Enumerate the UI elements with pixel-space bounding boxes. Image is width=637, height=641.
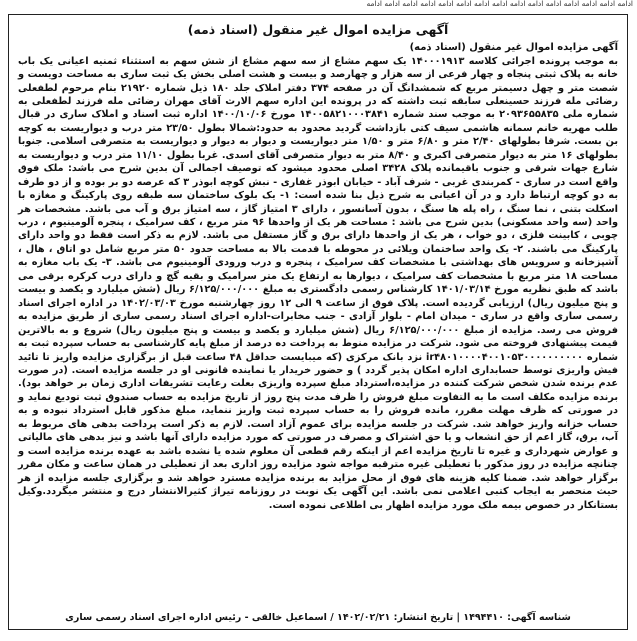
notice-meta: شناسه آگهی: ۱۴۹۴۴۱۰ | تاریخ انتشار: ۱۴۰۲/۰۲/۲۱ xyxy=(337,612,571,623)
notice-signature: اسماعیل خالقی - رئیس اداره اجرای اسناد رسمی ساری xyxy=(65,612,327,623)
auction-notice xyxy=(8,14,628,630)
notice-body: به موجب پرونده اجرائی کلاسه ۱۴۰۰۰۱۹۱۳ یک سهم مشاع از سه سهم مشاع از شش سهم به استثناء ثمنیه اعیانی یک باب خانه به پلاک ثبتی پنجاه و چهار فرعی از سه هزار و چهارصد و بیست و هشت اصلی بخش یک ثبت ساری به مساحت دویست و شصت متر و چهل دسیمتر مربع که شمشدانگ آن در صفحه ۳۷۴ دفتر املاک جلد ۱۸۰ ذیل شماره ۲۱۹۲۰ بنام مرحوم لطفعلی رضائی مله فرزند حسینعلی سابقه ثبت داشته که در پرونده این اداره سهم الارث آقای مهران رضائی مله فرزند لطفعلی به شماره ملی ۲۰۹۳۶۵۵۸۳۵ به موجب سند شماره ۱۴۰۰۵۸۲۱۰۰۰۳۸۴۱ مورخ ۱۴۰۰/۱۰/۰۶ اداره ثبت اسناد و املاک ساری در قبال طلب مهریه خانم سمانه هاشمی سیف کتی بازداشت گردید محدود به حدود:شمالا بطول ۲۳/۵۰ متر درب و دیواریست به کوچه بن بست. شرقا بطولهای ۲/۴۰ متر و ۶/۸۰ متر و ۱/۵۰ متر دیواریست و دیوار به دیوار و دیواریست به متصرفی اسلامی. جنوبا بطولهای ۱۶ متر به دیوار متصرفی اکبری و ۸/۴۰ متر به دیوار متصرفی آقای اسدی. غربا بطول ۱۱/۱۰ متر درب و دیواریست به شارع جهات شرقی و جنوب باقیمانده پلاک ۳۴۲۸ اصلی محدود میشود که توصیف اجمالی آن بدین شرح می باشد: ملک فوق واقع است در ساری - کمربندی غربی - شرف آباد - خیابان ابوذر غفاری - نبش کوچه ابوذر ۳ که عرصه دو بر بوده و از دو طرف به دو کوچه ارتباط دارد و در آن اعیانی به شرح ذیل بنا شده است: ۱- یک بلوک ساختمان سه طبقه روی پارکینگ و مغازه با اسکلت بتنی ، نما سنگ ، راه پله ها سنگ ، بدون آسانسور ، دارای ۳ امتیاز گاز ، سه امتیاز برق و آب می باشد. مشخصات هر واحد (سه واحد مسکونی) بدین شرح می باشد : مساحت هر یک از واحدها ۹۶ متر مربع ، کف سرامیک ، پنجره آلومینیوم ، درب چوبی ، کابینت فلزی ، دو خواب ، هر یک از واحدها دارای برق و گاز مستقل می باشد. لازم به ذکر است فقط دو واحد دارای پارکینگ می باشند. ۲- یک واحد ساختمان ویلائی در محوطه با قدمت بالا به مساحت حدود ۵۰ متر مربع شامل دو اتاق ، هال ، آشپزخانه و سرویس های بهداشتی با مشخصات کف سرامیک ، پنجره و درب ورودی آلومینیوم می باشد. ۳- یک باب مغازه به مساحت ۱۸ متر مربع با مشخصات کف سرامیک ، دیوارها به ارتفاع یک متر سرامیک و بقیه گچ و دارای درب کرکره برقی می باشد که طبق نظریه مورخ ۱۴۰۱/۰۳/۱۴ کارشناس رسمی دادگستری به مبلغ ۶/۱۲۵/۰۰۰/۰۰۰ ریال (شش میلیارد و یکصد و بیست و پنج میلیون ریال) ارزیابی گردیده است. پلاک فوق از ساعت ۹ الی ۱۲ روز چهارشنبه مورخ ۱۴۰۲/۰۳/۰۳ در اداره اجرای اسناد رسمی ساری واقع در ساری - میدان امام - بلوار آزادی - جنب مخابرات-اداره اجرای اسناد رسمی ساری از طریق مزایده به فروش می رسد. مزایده از مبلغ ۶/۱۲۵/۰۰۰/۰۰۰ ریال (شش میلیارد و یکصد و بیست و پنج میلیون ریال) شروع و به بالاترین قیمت پیشنهادی فروخته می شود. شرکت در مزایده منوط به پرداخت ده درصد از مبلغ پایه کارشناسی به حساب سپرده ثبت به شماره ir۴۸۰۱۰۰۰۰۴۰۰۱۰۵۳۰۰۰۰۰۰۰۰۰۰ نزد بانک مرکزی (که میبایست حداقل ۴۸ ساعت قبل از برگزاری مزایده واریز تا تائید فیش واریزی توسط حسابداری اداره امکان پذیر گردد ) و حضور خریدار یا نماینده قانونی او در جلسه مزایده است. (در صورت عدم برنده شدن شخص شرکت کننده در مزایده،استرداد مبلغ سپرده واریزی بعلت رعایت تشریفات اداری زمان بر خواهد بود). برنده مزایده مکلف است ما به التفاوت مبلغ فروش را ظرف مدت پنج روز از تاریخ مزایده به حساب صندوق ثبت تودیع نماید و در صورتی که ظرف مهلت مقرر، مانده فروش را به حساب سپرده ثبت واریز ننماید، مبلغ مذکور قابل استرداد نبوده و به حساب خزانه واریز خواهد شد. شرکت در جلسه مزایده برای عموم آزاد است. لازم به ذکر است پرداخت بدهی های مربوط به آب، برق، گاز اعم از حق انشعاب و یا حق اشتراک و مصرف در صورتی که مورد مزایده دارای آنها باشد و نیز بدهی های مالیاتی و عوارض شهرداری و غیره تا تاریخ مزایده اعم از اینکه رقم قطعی آن معلوم شده یا نشده باشد به عهده برنده مزایده است و چنانچه مزایده در روز مذکور با تعطیلی غیره مترقبه مواجه شود مزایده روز اداری بعد از تعطیلی در همان ساعت و مکان مقرر برگزار خواهد شد. ضمنا کلیه هزینه های فوق از محل مزاید به برنده مزایده مسترد خواهد شد و برگزاری جلسه مزایده از هر حیث منحصر به ایجاب کتبی اعلامی نمی باشد. این آگهی یک نوبت در روزنامه تیراژ کثیرالانتشار درج و منتشر میگردد.وکیل بستانکار در خصوص بیمه ملک مورد مزایده اظهار بی اطلاعی نموده است. xyxy=(18,55,619,511)
clipped-previous-text: ادامه ادامه ادامه ادامه ادامه ادامه ادامه ادامه ادامه ادامه ادامه ادامه ادامه ادامه ادامه xyxy=(366,0,633,8)
notice-title: آگهی مزایده اموال غیر منقول (اسناد ذمه) xyxy=(187,22,449,37)
notice-subtitle: آگهی مزایده اموال غیر منقول (اسناد ذمه) xyxy=(409,42,618,53)
notice-signature-line: شناسه آگهی: ۱۴۹۴۴۱۰ | تاریخ انتشار: ۱۴۰۲/۰۲/۲۱ / اسماعیل خالقی - رئیس اداره اجرای اسناد رسمی ساری xyxy=(65,612,571,623)
